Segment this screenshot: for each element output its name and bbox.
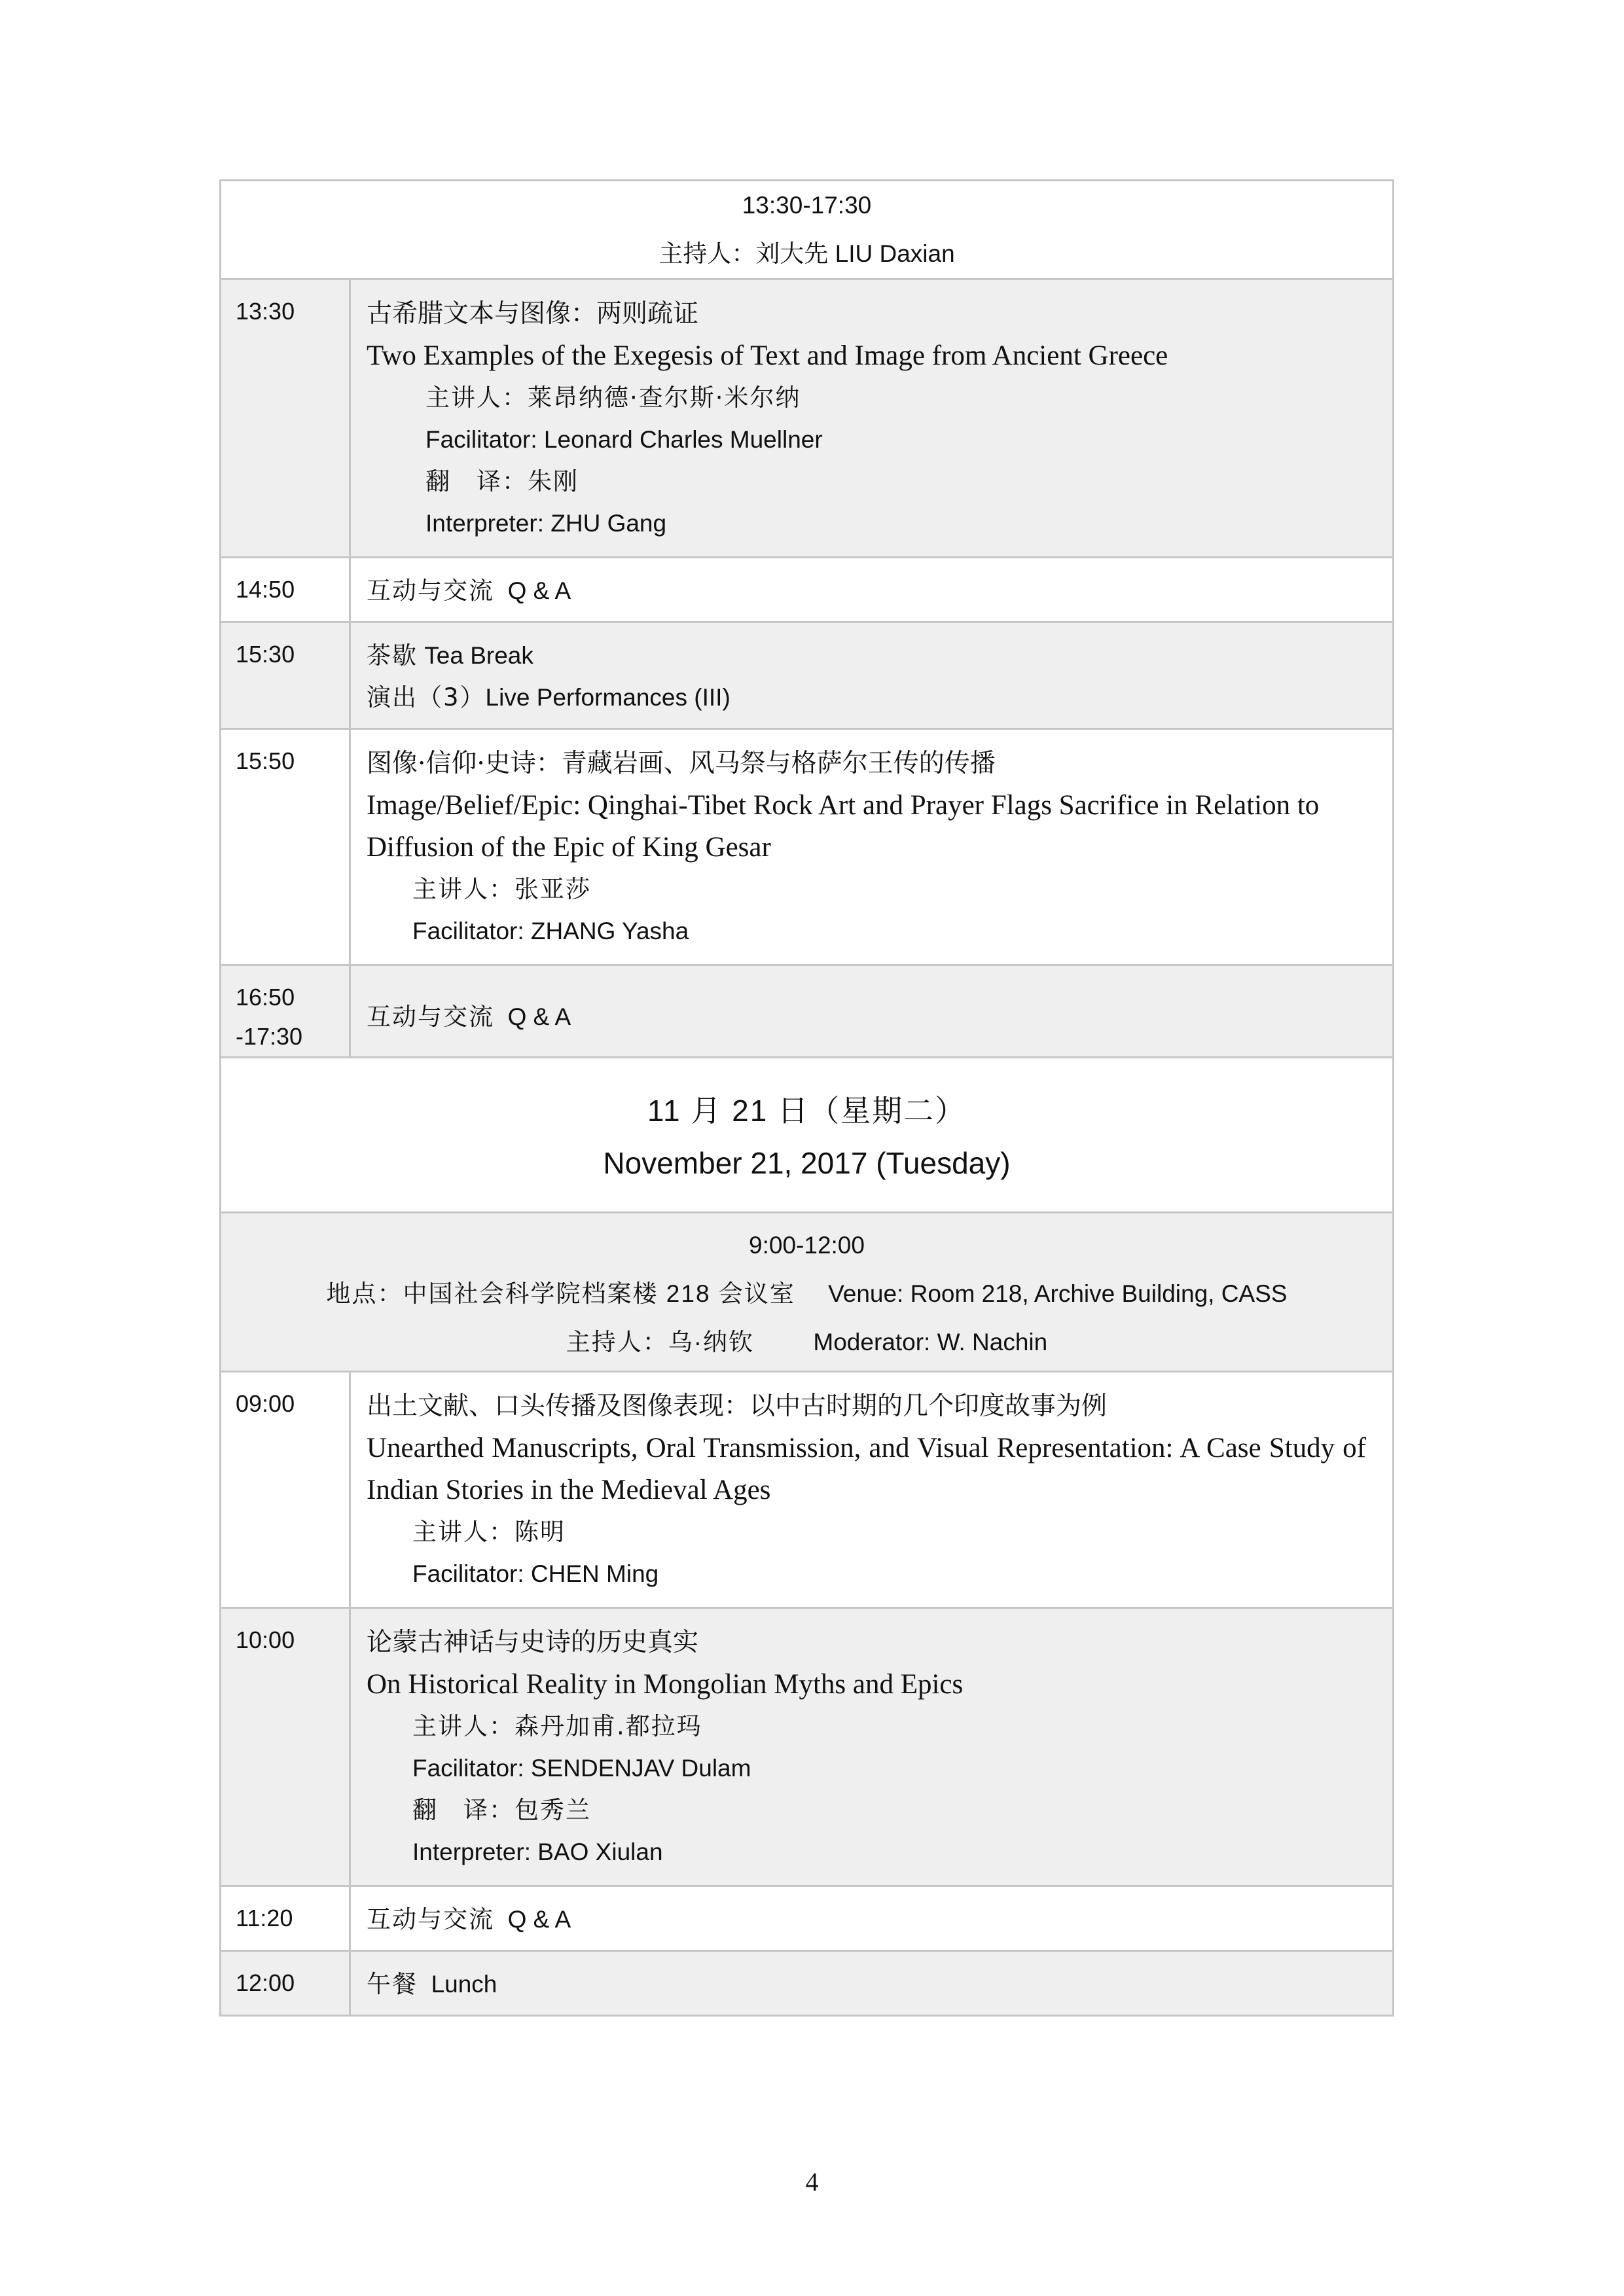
row-time: 10:00 bbox=[236, 1626, 295, 1653]
performance-label-en: Live Performances (III) bbox=[485, 684, 731, 711]
schedule-table bbox=[219, 179, 1394, 2017]
facilitator-zh: 主讲人：陈明 bbox=[412, 1518, 566, 1546]
break-label-zh: 茶歇 bbox=[367, 641, 418, 670]
row-time-end: -17:30 bbox=[236, 1023, 303, 1050]
qa-label-zh: 互动与交流 bbox=[367, 577, 494, 605]
interpreter-en: Interpreter: BAO Xiulan bbox=[412, 1839, 663, 1865]
row-time: 11:20 bbox=[236, 1905, 293, 1931]
break-label-en: Tea Break bbox=[424, 642, 533, 669]
session-moderator: 主持人：刘大先 LIU Daxian bbox=[659, 240, 955, 267]
talk-title-en: Image/Belief/Epic: Qinghai-Tibet Rock Art and Prayer Flags Sacrifice in Relation to Diffusion of the Epic of King Gesar bbox=[367, 790, 1320, 863]
row-time: 15:50 bbox=[236, 747, 295, 774]
talk-title-en: Two Examples of the Exegesis of Text and Image from Ancient Greece bbox=[367, 340, 1168, 371]
talk-title-zh: 出土文献、口头传播及图像表现：以中古时期的几个印度故事为例 bbox=[367, 1391, 1108, 1421]
session-time-range: 9:00-12:00 bbox=[749, 1232, 865, 1259]
facilitator-en: Facilitator: CHEN Ming bbox=[412, 1560, 659, 1587]
moderator-zh: 主持人：乌·纳钦 bbox=[566, 1329, 755, 1355]
talk-title-zh: 图像·信仰·史诗：青藏岩画、风马祭与格萨尔王传的传播 bbox=[367, 749, 996, 778]
qa-label-zh: 互动与交流 bbox=[367, 1905, 494, 1933]
qa-label-zh: 互动与交流 bbox=[367, 1003, 494, 1031]
date-en: November 21, 2017 (Tuesday) bbox=[603, 1146, 1011, 1180]
table-row bbox=[221, 279, 1394, 558]
facilitator-en: Facilitator: ZHANG Yasha bbox=[412, 918, 689, 944]
table-row bbox=[221, 1372, 1394, 1608]
day-header bbox=[221, 1058, 1394, 1213]
facilitator-zh: 主讲人：森丹加甫.都拉玛 bbox=[412, 1712, 702, 1740]
table-row bbox=[221, 729, 1394, 965]
row-time: 15:30 bbox=[236, 641, 295, 668]
row-time: 09:00 bbox=[236, 1390, 295, 1417]
venue-zh: 地点：中国社会科学院档案楼 218 会议室 bbox=[326, 1280, 795, 1307]
session-time-range: 13:30-17:30 bbox=[742, 192, 872, 219]
interpreter-en: Interpreter: ZHU Gang bbox=[425, 510, 667, 537]
table-row bbox=[221, 622, 1394, 729]
facilitator-en: Facilitator: Leonard Charles Muellner bbox=[425, 426, 823, 453]
session-header bbox=[221, 181, 1394, 279]
session-header bbox=[221, 1213, 1394, 1372]
page-number: 4 bbox=[805, 2167, 819, 2197]
talk-title-en: On Historical Reality in Mongolian Myths and Epics bbox=[367, 1669, 964, 1700]
table-row bbox=[221, 965, 1394, 1058]
venue-en: Venue: Room 218, Archive Building, CASS bbox=[828, 1280, 1288, 1307]
facilitator-zh: 主讲人：莱昂纳德·查尔斯·米尔纳 bbox=[425, 384, 801, 412]
lunch-label-en: Lunch bbox=[431, 1971, 497, 1998]
row-time: 12:00 bbox=[236, 1969, 295, 1996]
facilitator-en: Facilitator: SENDENJAV Dulam bbox=[412, 1755, 751, 1782]
table-row bbox=[221, 1608, 1394, 1886]
interpreter-zh: 翻 译：朱刚 bbox=[425, 467, 579, 495]
table-row bbox=[221, 1886, 1394, 1951]
date-zh: 11 月 21 日（星期二） bbox=[647, 1094, 967, 1128]
talk-title-zh: 古希腊文本与图像：两则疏证 bbox=[367, 299, 699, 329]
qa-label-en: Q & A bbox=[507, 1003, 571, 1030]
row-time: 14:50 bbox=[236, 576, 295, 603]
performance-label-zh: 演出（3） bbox=[367, 683, 486, 711]
talk-title-en: Unearthed Manuscripts, Oral Transmission, and Visual Representation: A Case Study of Indian Stories in the Medieval Ages bbox=[367, 1433, 1366, 1505]
qa-label-en: Q & A bbox=[507, 1906, 571, 1933]
lunch-label-zh: 午餐 bbox=[367, 1970, 418, 1998]
table-row bbox=[221, 558, 1394, 622]
row-time: 13:30 bbox=[236, 298, 295, 325]
moderator-en: Moderator: W. Nachin bbox=[813, 1329, 1048, 1355]
facilitator-zh: 主讲人：张亚莎 bbox=[412, 875, 591, 903]
interpreter-zh: 翻 译：包秀兰 bbox=[412, 1796, 591, 1824]
qa-label-en: Q & A bbox=[507, 577, 571, 604]
row-time: 16:50 bbox=[236, 984, 295, 1011]
talk-title-zh: 论蒙古神话与史诗的历史真实 bbox=[367, 1628, 699, 1657]
table-row bbox=[221, 1951, 1394, 2016]
